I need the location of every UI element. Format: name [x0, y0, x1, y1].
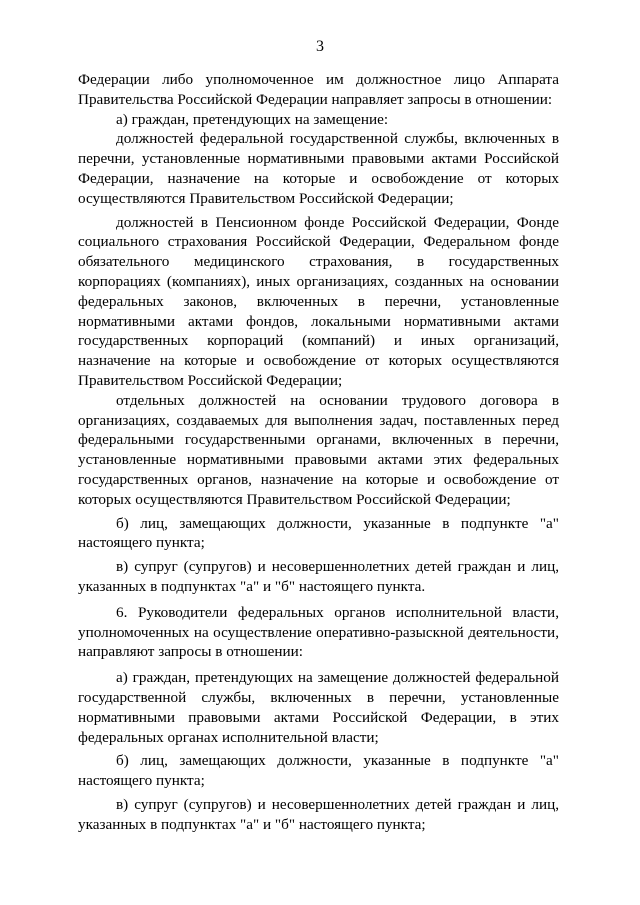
paragraph-subitem-b: б) лиц, замещающих должности, указанные в подпункте "а" настоящего пункта; [78, 514, 559, 552]
paragraph-continuation: Федерации либо уполномоченное им должностное лицо Аппарата Правительства Российской Федерации направляет запросы в отношении: [78, 71, 559, 108]
paragraph-item-6-subitem-a: а) граждан, претендующих на замещение должностей федеральной государственной службы, включенных в перечни, установленные нормативными правовыми актами Российской Федерации, в этих федеральных органах исполнительной власти; [78, 669, 559, 746]
paragraph-subitem-v: в) супруг (супругов) и несовершеннолетних детей граждан и лиц, указанных в подпунктах "а" и "б" настоящего пункта. [78, 558, 559, 595]
paragraph-federal-service-positions: должностей федеральной государственной службы, включенных в перечни, установленные нормативными правовыми актами Российской Федерации, назначение на которые и освобождение от которых осуществляются Правительством Российской Федерации; [78, 130, 559, 207]
paragraph-subitem-a: а) граждан, претендующих на замещение: [116, 110, 389, 128]
paragraph-item-6-subitem-b: б) лиц, замещающих должности, указанные в подпункте "а" настоящего пункта; [78, 752, 559, 790]
paragraph-item-6: 6. Руководители федеральных органов исполнительной власти, уполномоченных на осуществление оперативно-разыскной деятельности, направляют запросы в отношении: [78, 603, 559, 661]
page-number: 3 [316, 38, 324, 55]
document-body [78, 70, 559, 834]
paragraph-item-6-subitem-v: в) супруг (супругов) и несовершеннолетних детей граждан и лиц, указанных в подпунктах "а" и "б" настоящего пункта; [78, 795, 559, 833]
paragraph-labor-contract-positions: отдельных должностей на основании трудового договора в организациях, создаваемых для выполнения задач, поставленных перед федеральными государственными органами, включенных в перечни, установленные нормативными правовыми актами этих федеральных государственных органов, назначение на которые и освобождение от которых осуществляются Правительством Российской Федерации; [78, 391, 559, 508]
paragraph-fund-positions: должностей в Пенсионном фонде Российской Федерации, Фонде социального страхования Российской Федерации, Федеральном фонде обязательного медицинского страхования, в государственных корпорациях (компаниях), иных организациях, созданных на основании федеральных законов, включенных в перечни, установленные нормативными актами фондов, локальными нормативными актами государственных корпораций (компаний) и иных организаций, назначение на которые и освобождение от которых осуществляются Правительством Российской Федерации; [78, 213, 559, 389]
